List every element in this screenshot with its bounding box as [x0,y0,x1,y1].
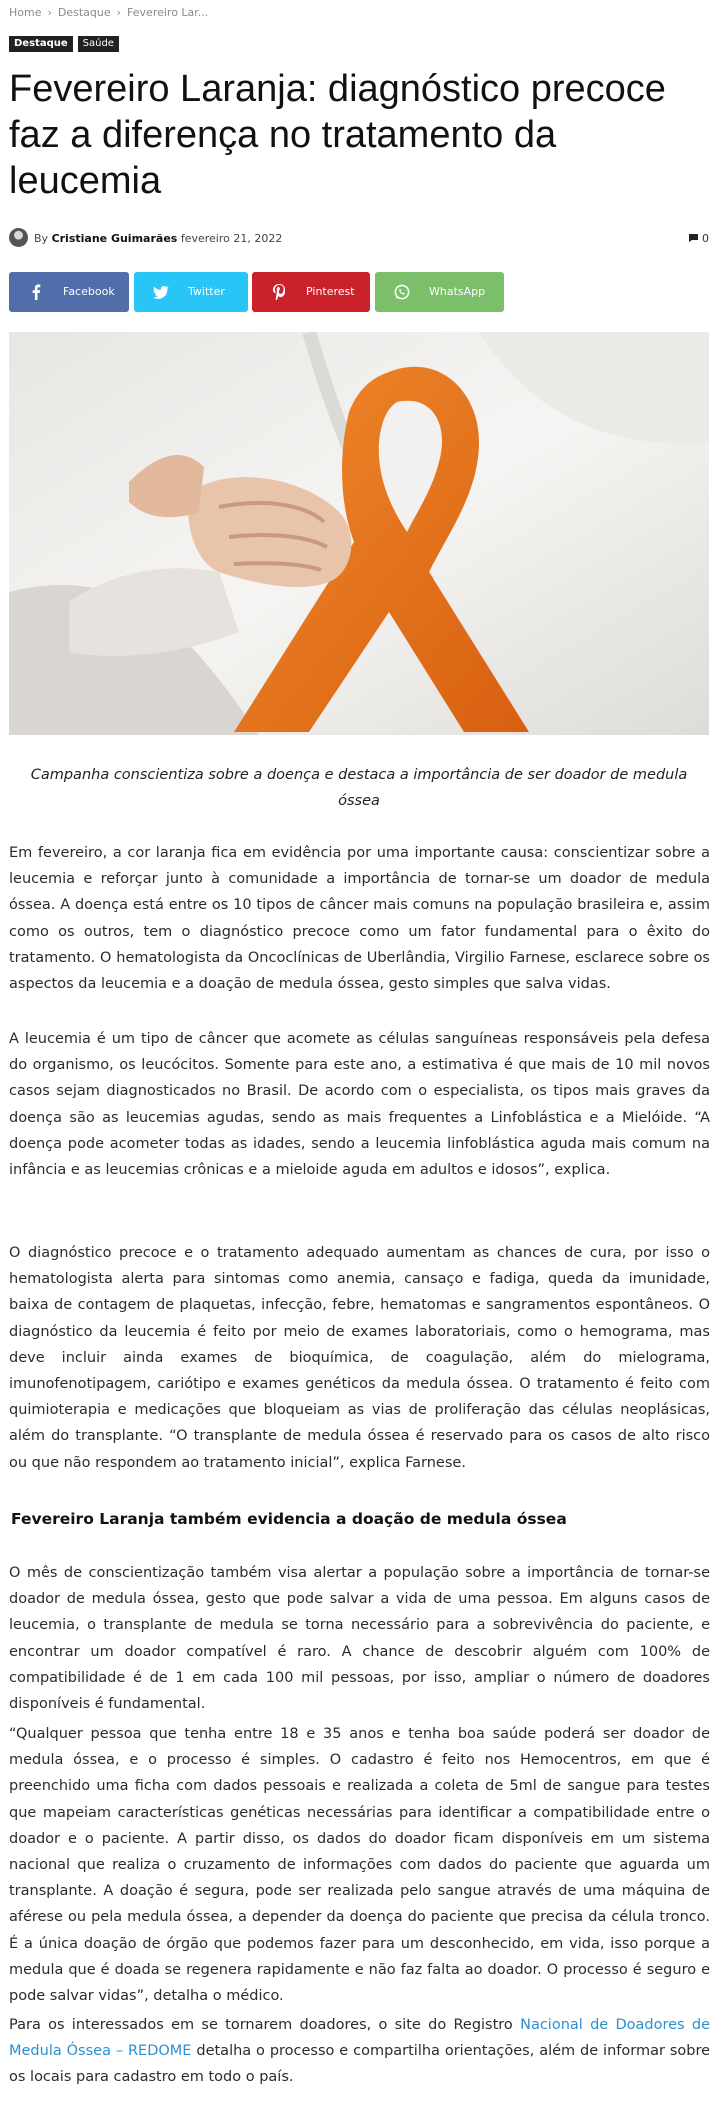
pinterest-icon [252,272,306,312]
image-caption: Campanha conscientiza sobre a doença e destaca a importância de ser doador de medula óssea [30,767,688,809]
paragraph-5: “Qualquer pessoa que tenha entre 18 e 35 anos e tenha boa saúde poderá ser doador de medula óssea, e o processo é simples. O cadastro é feito nos Hemocentros, em que é preenchido uma ficha com dados pessoais e realizada a coleta de 5ml de sangue para testes que mapeiam características genéticas necessárias para identificar a compatibilidade entre o doador e o paciente. A partir disso, os dados do doador ficam disponíveis em um sistema nacional que realiza o cruzamento de informações com dados do paciente que aguarda um transplante. A doação é segura, pode ser realizada pelo sangue através de uma máquina de aférese ou pela medula óssea, a depender da doença do paciente que precisa da célula tronco. É a única doação de órgão que podemos fazer para um desconhecido, em vida, isso porque a medula que é doada se regenera rapidamente e não faz falta ao doador. O processo é seguro e pode salvar vidas”, detalha o médico. [9,1726,710,2005]
share-twitter-label: Twitter [188,285,225,298]
category-destaque[interactable]: Destaque [9,36,73,52]
redome-link[interactable]: Nacional de Doadores de Medula Óssea – REDOME [9,2017,710,2060]
author-name[interactable]: Cristiane Guimarães [51,232,178,245]
byline-prefix: By [34,232,49,245]
whatsapp-icon [375,272,429,312]
article-meta [9,228,709,250]
article-paragraph [9,2012,710,2091]
share-facebook-button[interactable] [9,272,129,312]
comment-count-value: 0 [702,232,709,245]
comment-count[interactable] [688,232,709,245]
breadcrumb-separator: › [47,6,52,19]
share-facebook-label: Facebook [63,285,115,298]
article-paragraph [9,1721,710,2009]
category-tags [9,36,119,52]
article-paragraph [9,1026,710,1183]
paragraph-6-text-start: Para os interessados em se tornarem doadores, o site do Registro [9,2017,521,2033]
hero-image [9,332,709,735]
share-pinterest-label: Pinterest [306,285,355,298]
paragraph-6-text-end: detalha o processo e compartilha orientações, além de informar sobre os locais para cadastro em todo o país. [9,2043,711,2086]
article-paragraph [9,840,710,997]
breadcrumb-destaque[interactable]: Destaque [57,6,111,19]
comment-icon [688,233,699,243]
paragraph-6 [9,2012,710,2091]
share-whatsapp-button[interactable] [375,272,504,312]
breadcrumb-current: Fevereiro Lar... [127,6,209,19]
awareness-ribbon-photo [9,332,709,735]
paragraph-3: O diagnóstico precoce e o tratamento adequado aumentam as chances de cura, por isso o hematologista alerta para sintomas como anemia, cansaço e fadiga, queda da imunidade, baixa de contagem de plaquetas, infecção, febre, hematomas e sangramentos espontâneos. O diagnóstico da leucemia é feito por meio de exames laboratoriais, como o hemograma, mas deve incluir ainda exames de bioquímica, de coagulação, além do mielograma, imunofenotipagem, cariótipo e exames genéticos da medula óssea. O tratamento é feito com quimioterapia e medicações que bloqueiam as vias de proliferação das células neoplásicas, além do transplante. “O transplante de medula óssea é reservado para os casos de alto risco ou que não respondem ao tratamento inicial”, explica Farnese. [9,1245,710,1471]
facebook-icon [9,272,63,312]
section-subheading: Fevereiro Laranja também evidencia a doação de medula óssea [11,1510,567,1528]
breadcrumb-separator: › [116,6,122,19]
share-whatsapp-label: WhatsApp [429,285,486,298]
paragraph-1: Em fevereiro, a cor laranja fica em evidência por uma importante causa: conscientizar sobre a leucemia e reforçar junto à comunidade a importância de tornar-se um doador de medula óssea. A doença está entre os 10 tipos de câncer mais comuns na população brasileira e, assim como os outros, tem o diagnóstico precoce como um fator fundamental para o êxito do tratamento. O hematologista da Oncoclínicas de Uberlândia, Virgilio Farnese, esclarece sobre os aspectos da leucemia e a doação de medula óssea, gesto simples que salva vidas. [9,845,710,993]
paragraph-4: O mês de conscientização também visa alertar a população sobre a importância de tornar-se doador de medula óssea, gesto que pode salvar a vida de uma pessoa. Em alguns casos de leucemia, o transplante de medula se torna necessário para a sobrevivência do paciente, e encontrar um doador compatível é raro. A chance de descobrir alguém com 100% de compatibilidade é de 1 em cada 100 mil pessoas, por isso, ampliar o número de doadores disponíveis é fundamental. [9,1565,710,1713]
share-twitter-button[interactable] [134,272,248,312]
breadcrumb [9,6,208,19]
twitter-icon [134,272,188,312]
category-saude[interactable]: Saúde [78,36,119,52]
author-avatar[interactable] [9,228,28,247]
breadcrumb-home[interactable]: Home [9,6,42,19]
paragraph-2: A leucemia é um tipo de câncer que acomete as células sanguíneas responsáveis pela defesa do organismo, os leucócitos. Somente para este ano, a estimativa é que mais de 10 mil novos casos sejam diagnosticados no Brasil. De acordo com o especialista, os tipos mais graves da doença são as leucemias agudas, sendo as mais frequentes a Linfoblástica e a Mielóide. “A doença pode acometer todas as idades, sendo a leucemia linfoblástica aguda mais comum na infância e as leucemias crônicas e a mieloide aguda em adultos e idosos”, explica. [9,1031,710,1179]
share-pinterest-button[interactable] [252,272,370,312]
post-date: fevereiro 21, 2022 [180,232,283,245]
article-paragraph [9,1240,710,1476]
byline [34,232,282,245]
article-paragraph [9,1560,710,1717]
article-title: Fevereiro Laranja: diagnóstico precoce faz a diferença no tratamento da leucemia [9,68,666,202]
